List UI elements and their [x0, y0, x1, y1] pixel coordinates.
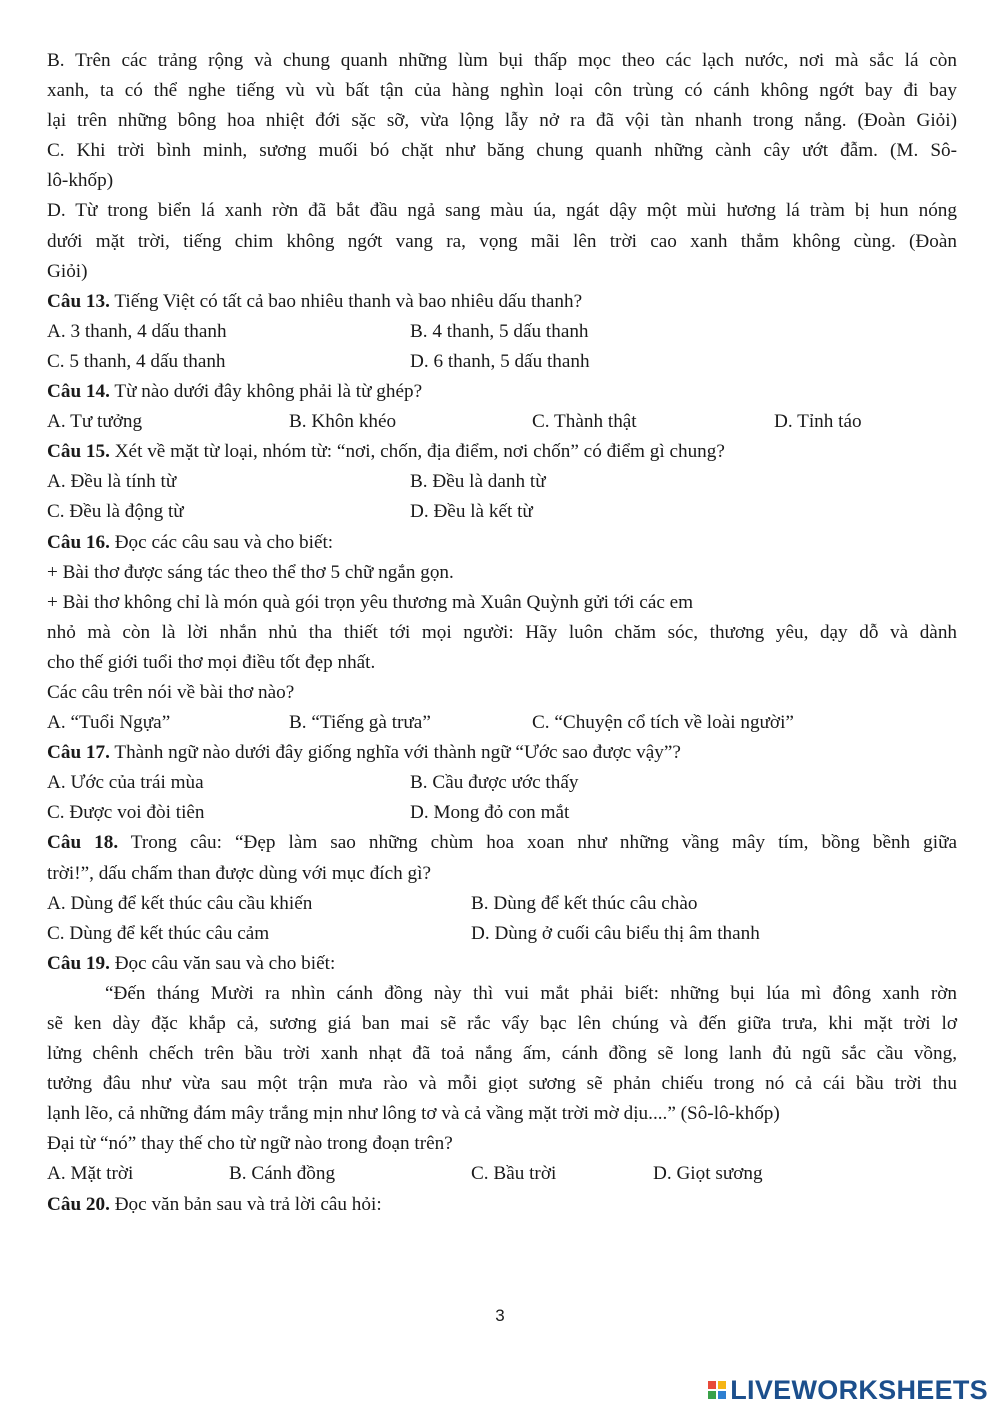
- q17-option-b[interactable]: B. Cầu được ước thấy: [410, 772, 579, 794]
- question-16-line-3: nhỏ mà còn là lời nhắn nhủ tha thiết tới mọi người: Hãy luôn chăm sóc, thương yêu, dạy dỗ và dành: [47, 621, 957, 643]
- question-20-text: Đọc văn bản sau và trả lời câu hỏi:: [109, 1193, 382, 1215]
- q14-option-a[interactable]: A. Tư tưởng: [47, 411, 143, 433]
- q19-option-c[interactable]: C. Bầu trời: [471, 1163, 557, 1185]
- question-19-passage-line-1: “Đến tháng Mười ra nhìn cánh đồng này thì vui mắt phải biết: những bụi lúa mì đông xanh rờn: [105, 982, 957, 1004]
- q19-option-a[interactable]: A. Mặt trời: [47, 1163, 134, 1185]
- question-16-label: Câu 16.: [47, 531, 110, 553]
- question-16-text: Đọc các câu sau và cho biết:: [109, 531, 334, 553]
- q18-option-b[interactable]: B. Dùng để kết thúc câu chào: [471, 892, 698, 914]
- q16-option-b[interactable]: B. “Tiếng gà trưa”: [289, 712, 431, 734]
- q17-option-d[interactable]: D. Mong đỏ con mắt: [410, 802, 570, 824]
- q14-option-d[interactable]: D. Tỉnh táo: [774, 411, 862, 433]
- question-19-passage-line-5: lạnh lẽo, cả những đám mây trắng mịn như lông tơ và cả vầng mặt trời mờ dịu....” (Sô-lô-khốp): [47, 1103, 780, 1125]
- question-16-line-4: cho thế giới tuổi thơ mọi điều tốt đẹp nhất.: [47, 651, 376, 673]
- q19-option-b[interactable]: B. Cánh đồng: [229, 1163, 336, 1185]
- question-15-text: Xét về mặt từ loại, nhóm từ: “nơi, chốn, địa điểm, nơi chốn” có điểm gì chung?: [109, 441, 725, 463]
- question-15-options-row-2: [47, 497, 957, 527]
- question-17-options-row-2: [47, 798, 957, 828]
- question-13-options-row-1: [47, 317, 957, 347]
- question-16-prompt: Các câu trên nói về bài thơ nào?: [47, 681, 295, 703]
- question-18-text: Trong câu: “Đẹp làm sao những chùm hoa xoan như những vầng mây tím, bồng bềnh giữa: [118, 832, 957, 854]
- question-20-label: Câu 20.: [47, 1193, 110, 1215]
- question-15-label: Câu 15.: [47, 441, 110, 463]
- question-16: [47, 528, 957, 558]
- q13-option-b[interactable]: B. 4 thanh, 5 dấu thanh: [410, 320, 589, 342]
- question-14-label: Câu 14.: [47, 381, 110, 403]
- question-14-text: Từ nào dưới đây không phải là từ ghép?: [109, 381, 423, 403]
- option-d-text-line-2: dưới mặt trời, tiếng chim không ngớt vang ra, vọng mãi lên trời cao xanh thẳm không cùng. (Đoàn: [47, 230, 957, 252]
- q16-option-c[interactable]: C. “Chuyện cổ tích về loài người”: [532, 712, 794, 734]
- question-20: [47, 1190, 957, 1220]
- question-19-passage-line-3: lửng chênh chếch trên bầu trời xanh nhạt đã toả nắng ấm, cánh đồng sẽ long lanh đủ ngũ sắc cầu vồng,: [47, 1043, 957, 1065]
- q16-option-a[interactable]: A. “Tuổi Ngựa”: [47, 712, 171, 734]
- question-13: [47, 287, 957, 317]
- question-13-options-row-2: [47, 347, 957, 377]
- question-19-passage-line-4: tưởng đâu như vừa sau một trận mưa rào và mỗi giọt sương sẽ phản chiếu trong nó cả cái bầu trời thu: [47, 1073, 957, 1095]
- worksheet-page: [47, 46, 957, 1220]
- question-18-options-row-1: [47, 889, 957, 919]
- question-19-label: Câu 19.: [47, 952, 110, 974]
- option-b-text-line-2: xanh, ta có thể nghe tiếng vù vù bất tận của hàng nghìn loại côn trùng có cánh không ngớt bay đi bay: [47, 80, 957, 102]
- q13-option-a[interactable]: A. 3 thanh, 4 dấu thanh: [47, 320, 227, 342]
- option-d-text-line-1: D. Từ trong biển lá xanh rờn đã bắt đầu ngả sang màu úa, ngát dậy một mùi hương lá tràm bị hun nóng: [47, 200, 957, 222]
- question-17-text: Thành ngữ nào dưới đây giống nghĩa với thành ngữ “Ước sao được vậy”?: [109, 742, 681, 764]
- question-16-options-row: [47, 708, 957, 738]
- question-17-label: Câu 17.: [47, 742, 110, 764]
- option-d-text-line-3: Giỏi): [47, 260, 88, 282]
- q18-option-a[interactable]: A. Dùng để kết thúc câu cầu khiến: [47, 892, 313, 914]
- question-14: [47, 377, 957, 407]
- page-number: 3: [495, 1306, 505, 1325]
- option-c-text-line-2: lô-khốp): [47, 170, 114, 192]
- q13-option-d[interactable]: D. 6 thanh, 5 dấu thanh: [410, 350, 590, 372]
- option-b-text-line-3: lại trên những bông hoa nhiệt đới sặc sỡ, vừa lộng lẫy nở ra đã vội tàn nhanh trong nắng. (Đoàn Giỏi): [47, 110, 957, 132]
- q17-option-c[interactable]: C. Được voi đòi tiên: [47, 802, 205, 824]
- question-14-options-row: [47, 407, 957, 437]
- q15-option-a[interactable]: A. Đều là tính từ: [47, 471, 177, 493]
- question-16-line-2: + Bài thơ không chỉ là món quà gói trọn yêu thương mà Xuân Quỳnh gửi tới các em: [47, 591, 694, 613]
- question-18: [47, 828, 957, 858]
- q19-option-d[interactable]: D. Giọt sương: [653, 1163, 763, 1185]
- question-13-label: Câu 13.: [47, 290, 110, 312]
- liveworksheets-brand-text: LIVEWORKSHEETS: [730, 1374, 988, 1405]
- question-19-prompt: Đại từ “nó” thay thế cho từ ngữ nào trong đoạn trên?: [47, 1133, 453, 1155]
- q15-option-d[interactable]: D. Đều là kết từ: [410, 501, 533, 523]
- option-b-text-line-1: B. Trên các trảng rộng và chung quanh những lùm bụi thấp mọc theo các lạch nước, nơi mà sắc lá còn: [47, 50, 957, 71]
- question-17-options-row-1: [47, 768, 957, 798]
- q14-option-b[interactable]: B. Khôn khéo: [289, 411, 397, 433]
- question-13-text: Tiếng Việt có tất cả bao nhiêu thanh và bao nhiêu dấu thanh?: [109, 290, 583, 312]
- liveworksheets-icon: [708, 1381, 726, 1399]
- question-18-options-row-2: [47, 919, 957, 949]
- question-19: [47, 949, 957, 979]
- question-18-text-line-2: trời!”, dấu chấm than được dùng với mục đích gì?: [47, 862, 431, 884]
- q18-option-c[interactable]: C. Dùng để kết thúc câu cảm: [47, 922, 270, 944]
- question-19-passage-line-2: sẽ ken dày đặc khắp cả, sương giá ban mai sẽ rắc vẩy bạc lên chúng và đến giữa trưa, khi mặt trời lơ: [47, 1013, 957, 1034]
- question-15-options-row-1: [47, 467, 957, 497]
- q14-option-c[interactable]: C. Thành thật: [532, 411, 637, 433]
- question-15: [47, 437, 957, 467]
- question-18-label: Câu 18.: [47, 832, 119, 854]
- q13-option-c[interactable]: C. 5 thanh, 4 dấu thanh: [47, 350, 226, 372]
- question-16-line-1: + Bài thơ được sáng tác theo thể thơ 5 chữ ngắn gọn.: [47, 561, 454, 583]
- option-c-text-line-1: C. Khi trời bình minh, sương muối bó chặt như băng chung quanh những cành cây ướt đẫm. (M. Sô-: [47, 140, 957, 162]
- question-19-options-row: [47, 1159, 957, 1189]
- q17-option-a[interactable]: A. Ước của trái mùa: [47, 772, 204, 794]
- q18-option-d[interactable]: D. Dùng ở cuối câu biểu thị âm thanh: [471, 922, 760, 944]
- question-19-text: Đọc câu văn sau và cho biết:: [109, 952, 336, 974]
- liveworksheets-logo[interactable]: [708, 1375, 988, 1405]
- q15-option-c[interactable]: C. Đều là động từ: [47, 501, 184, 523]
- q15-option-b[interactable]: B. Đều là danh từ: [410, 471, 546, 493]
- question-17: [47, 738, 957, 768]
